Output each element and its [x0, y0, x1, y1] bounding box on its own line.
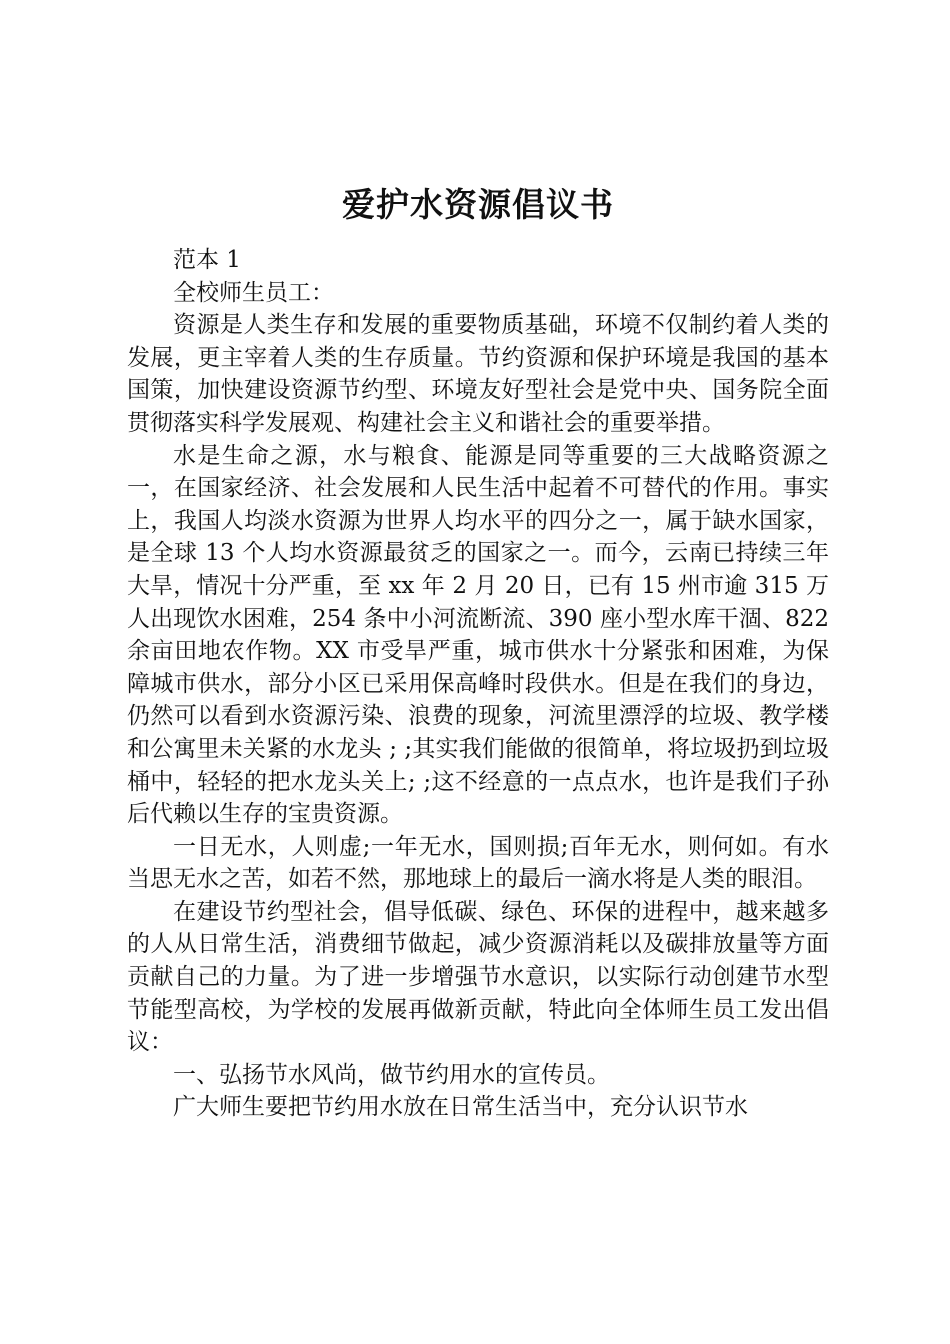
salutation: 全校师生员工： [173, 279, 334, 306]
section-heading-1: 一、弘扬节水风尚，做节约用水的宣传员。 [173, 1061, 610, 1088]
body-paragraph-resources: 资源是人类生存和发展的重要物质基础，环境不仅制约着人类的发展，更主宰着人类的生存质量。节约资源和保护环境是我国的基本国策，加快建设资源节约型、环境友好型社会是党中央、国务院全面贯彻落实科学发展观、构建社会主义和谐社会的重要举措。 [127, 312, 829, 436]
body-paragraph-section-1: 广大师生要把节约用水放在日常生活当中，充分认识节水 [173, 1094, 748, 1121]
body-paragraph-water-source: 水是生命之源，水与粮食、能源是同等重要的三大战略资源之一，在国家经济、社会发展和人民生活中起着不可替代的作用。事实上，我国人均淡水资源为世界人均水平的四分之一，属于缺水国家，是全球 13 个人均水资源最贫乏的国家之一。而今，云南已持续三年大旱，情况十分严重，至 xx 年 2 月 20 日，已有 15 州市逾 315 万人出现饮水困难，254 条中小河流断流、390 座小型水库干涸、822 余亩田地农作物。XX 市受旱严重，城市供水十分紧张和困难，为保障城市供水，部分小区已采用保高峰时段供水。但是在我们的身边，仍然可以看到水资源污染、浪费的现象，河流里漂浮的垃圾、教学楼和公寓里未关紧的水龙头 ; ;其实我们能做的很简单，将垃圾扔到垃圾桶中，轻轻的把水龙头关上; ;这不经意的一点点水，也许是我们子孙后代赖以生存的宝贵资源。 [127, 442, 829, 828]
sample-label: 范本 1 [173, 247, 241, 273]
body-paragraph-no-water: 一日无水，人则虚;一年无水，国则损;百年无水，则何如。有水当思无水之苦，如若不然，那地球上的最后一滴水将是人类的眼泪。 [127, 833, 829, 893]
body-paragraph-initiative: 在建设节约型社会，倡导低碳、绿色、环保的进程中，越来越多的人从日常生活，消费细节做起，减少资源消耗以及碳排放量等方面贡献自己的力量。为了进一步增强节水意识，以实际行动创建节水型节能型高校，为学校的发展再做新贡献，特此向全体师生员工发出倡议： [127, 898, 829, 1056]
document-title: 爱护水资源倡议书 [342, 185, 614, 224]
document-page [127, 175, 829, 1124]
